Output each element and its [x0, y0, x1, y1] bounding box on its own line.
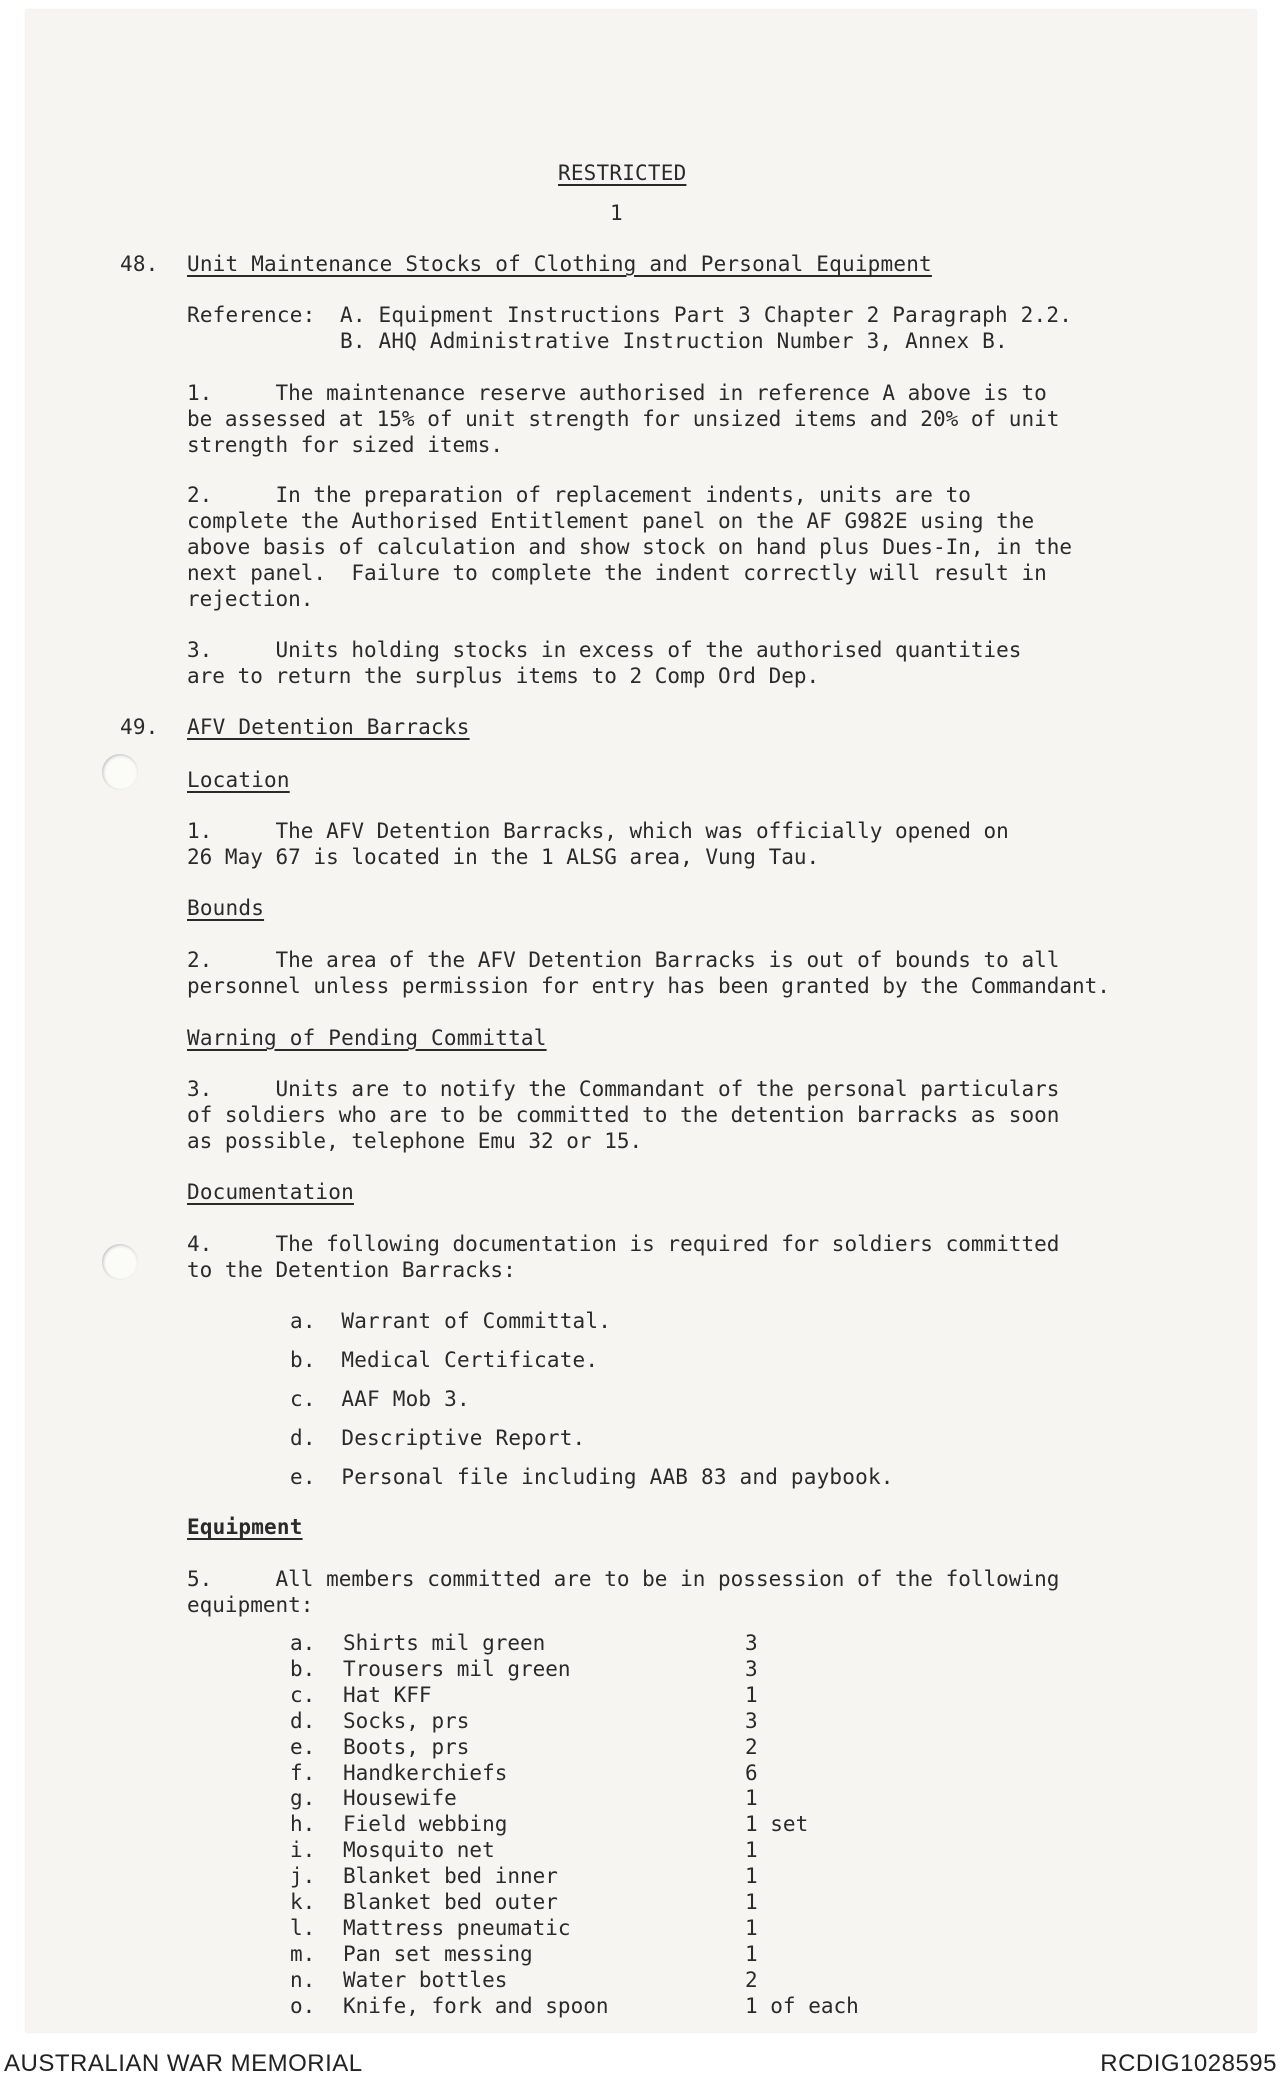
para-line: 4. The following documentation is required for soldiers committed — [187, 1232, 1060, 1256]
page-number: 1 — [610, 201, 623, 225]
equipment-item: Boots, prs — [343, 1734, 470, 1759]
equipment-letter: m. — [290, 1941, 316, 1966]
equipment-qty: 1 — [745, 1682, 758, 1707]
reference-label: Reference: — [187, 303, 316, 327]
equipment-letter: a. — [290, 1631, 316, 1655]
reference-a: A. Equipment Instructions Part 3 Chapter 2 Paragraph 2.2. — [340, 303, 1073, 327]
equipment-item: Hat KFF — [343, 1682, 432, 1707]
equipment-letter: d. — [290, 1708, 316, 1733]
reference-b: B. AHQ Administrative Instruction Number 3, Annex B. — [340, 329, 1008, 353]
para-line: 1. The maintenance reserve authorised in reference A above is to — [187, 381, 1047, 405]
bounds-para — [187, 947, 1127, 999]
equipment-qty: 1 set — [745, 1812, 809, 1837]
section-48-para-2 — [187, 482, 1127, 612]
para-line: be assessed at 15% of unit strength for unsized items and 20% of unit — [187, 407, 1060, 431]
para-line: rejection. — [187, 587, 314, 611]
equipment-item: Field webbing — [343, 1812, 508, 1837]
equipment-item: Pan set messing — [343, 1941, 533, 1966]
para-line: strength for sized items. — [187, 433, 504, 457]
equipment-item: Water bottles — [343, 1967, 508, 1992]
equipment-qty: 3 — [745, 1631, 758, 1655]
para-line: of soldiers who are to be committed to the detention barracks as soon — [187, 1103, 1060, 1127]
para-line: as possible, telephone Emu 32 or 15. — [187, 1129, 643, 1153]
para-line: 3. Units holding stocks in excess of the authorised quantities — [187, 638, 1022, 662]
documentation-item: b. Medical Certificate. — [290, 1348, 599, 1372]
equipment-item: Handkerchiefs — [343, 1760, 508, 1785]
equipment-heading: Equipment — [187, 1515, 303, 1539]
section-48-title: Unit Maintenance Stocks of Clothing and Personal Equipment — [187, 252, 932, 276]
equipment-letter: k. — [290, 1890, 316, 1914]
equipment-qty: 3 — [745, 1656, 758, 1681]
equipment-letter: f. — [290, 1760, 316, 1785]
equipment-letter: o. — [290, 1993, 316, 2018]
equipment-letter: b. — [290, 1656, 316, 1681]
equipment-qty: 2 — [745, 1734, 758, 1759]
para-line: are to return the surplus items to 2 Comp Ord Dep. — [187, 664, 820, 688]
location-heading: Location — [187, 768, 290, 792]
para-line: above basis of calculation and show stock on hand plus Dues-In, in the — [187, 535, 1073, 559]
equipment-letter: l. — [290, 1915, 316, 1940]
equipment-qty: 1 — [745, 1941, 758, 1966]
equipment-item: Blanket bed outer — [343, 1890, 558, 1914]
equipment-qty: 1 — [745, 1864, 758, 1889]
equipment-item: Socks, prs — [343, 1708, 470, 1733]
equipment-qty: 1 — [745, 1786, 758, 1811]
para-line: 3. Units are to notify the Commandant of the personal particulars — [187, 1077, 1060, 1101]
equipment-letter: g. — [290, 1786, 316, 1811]
section-49-title: AFV Detention Barracks — [187, 715, 470, 739]
equipment-qty: 1 — [745, 1838, 758, 1863]
equipment-item: Trousers mil green — [343, 1656, 571, 1681]
equipment-letter: c. — [290, 1682, 316, 1707]
equipment-item: Shirts mil green — [343, 1631, 546, 1655]
para-line: 5. All members committed are to be in possession of the following — [187, 1567, 1060, 1591]
documentation-item: a. Warrant of Committal. — [290, 1309, 612, 1333]
equipment-letter: e. — [290, 1734, 316, 1759]
documentation-para — [187, 1231, 1127, 1283]
warning-para — [187, 1076, 1127, 1154]
punch-hole-top — [102, 754, 138, 790]
section-49-number: 49. — [120, 715, 159, 739]
punch-hole-bottom — [102, 1244, 138, 1280]
equipment-qty: 1 — [745, 1915, 758, 1940]
equipment-para — [187, 1566, 1127, 1618]
para-line: personnel unless permission for entry has been granted by the Commandant. — [187, 974, 1110, 998]
equipment-qty: 1 of each — [745, 1993, 859, 2018]
para-line: equipment: — [187, 1593, 314, 1617]
equipment-item: Mosquito net — [343, 1838, 495, 1863]
footer-institution: AUSTRALIAN WAR MEMORIAL — [4, 2050, 363, 2077]
footer-record-id: RCDIG1028595 — [1100, 2050, 1277, 2077]
section-48-number: 48. — [120, 252, 159, 276]
documentation-item: e. Personal file including AAB 83 and paybook. — [290, 1465, 894, 1489]
equipment-qty: 6 — [745, 1760, 758, 1785]
section-48-para-1 — [187, 380, 1127, 458]
equipment-item: Blanket bed inner — [343, 1864, 558, 1889]
equipment-letter: i. — [290, 1838, 316, 1863]
para-line: 2. In the preparation of replacement indents, units are to — [187, 483, 971, 507]
para-line: next panel. Failure to complete the indent correctly will result in — [187, 561, 1047, 585]
documentation-item: c. AAF Mob 3. — [290, 1387, 470, 1411]
equipment-qty: 1 — [745, 1890, 758, 1914]
equipment-letter: j. — [290, 1864, 316, 1889]
equipment-letter: n. — [290, 1967, 316, 1992]
equipment-qty: 3 — [745, 1708, 758, 1733]
documentation-heading: Documentation — [187, 1180, 354, 1204]
classification-header: RESTRICTED — [558, 161, 687, 185]
equipment-item: Knife, fork and spoon — [343, 1993, 609, 2018]
equipment-qty: 2 — [745, 1967, 758, 1992]
para-line: 1. The AFV Detention Barracks, which was officially opened on — [187, 819, 1009, 843]
documentation-item: d. Descriptive Report. — [290, 1426, 586, 1450]
para-line: complete the Authorised Entitlement panel on the AF G982E using the — [187, 509, 1035, 533]
para-line: to the Detention Barracks: — [187, 1258, 516, 1282]
equipment-item: Housewife — [343, 1786, 457, 1811]
equipment-letter: h. — [290, 1812, 316, 1837]
warning-heading: Warning of Pending Committal — [187, 1026, 547, 1050]
location-para — [187, 818, 1127, 870]
section-48-para-3 — [187, 637, 1127, 689]
equipment-item: Mattress pneumatic — [343, 1915, 571, 1940]
para-line: 26 May 67 is located in the 1 ALSG area, Vung Tau. — [187, 845, 820, 869]
bounds-heading: Bounds — [187, 896, 265, 920]
para-line: 2. The area of the AFV Detention Barracks is out of bounds to all — [187, 948, 1060, 972]
footer-bar — [0, 2042, 1283, 2082]
